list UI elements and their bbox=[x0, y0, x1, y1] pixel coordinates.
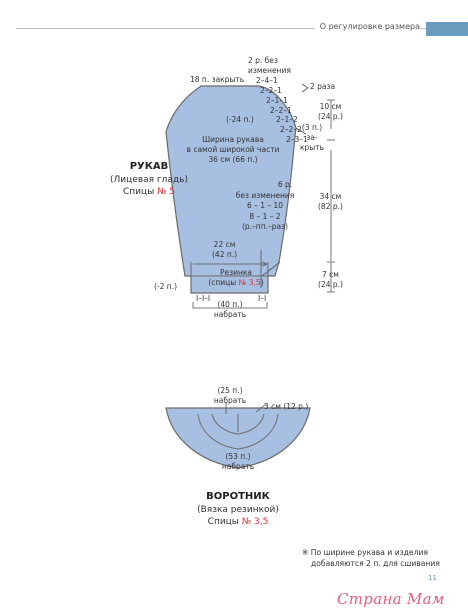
rib-height bbox=[318, 270, 343, 290]
width-caption-1: Ширина рукава bbox=[202, 135, 264, 144]
rib-pattern-right: I–I bbox=[258, 294, 267, 303]
collar-title: ВОРОТНИК bbox=[206, 491, 270, 502]
collar-inner-sts: (25 п.) bbox=[217, 386, 243, 395]
page-number: 11 bbox=[428, 574, 437, 582]
rib-label-text: Резинка bbox=[219, 268, 253, 277]
cast-on-sts: (40 п.) bbox=[217, 300, 243, 309]
sleeve-title-block bbox=[98, 160, 200, 198]
rib-decrease: (-2 п.) bbox=[154, 282, 178, 291]
width-caption-3: 36 см (66 п.) bbox=[208, 155, 258, 164]
footnote-text-1: По ширине рукава и изделия bbox=[310, 548, 428, 557]
cap-bind-off bbox=[300, 123, 324, 153]
sleeve-title: РУКАВ bbox=[129, 161, 169, 172]
cap-step-0: 2 р. без изменения bbox=[248, 56, 291, 75]
footnote bbox=[302, 548, 440, 569]
cap-decrease-label: (-24 п.) bbox=[226, 115, 254, 124]
inc-line-1: 6 – 1 – 10 bbox=[246, 201, 284, 210]
collar-outer-sts: (53 п.) bbox=[225, 452, 251, 461]
collar-inner bbox=[210, 386, 250, 406]
lower-width bbox=[212, 240, 237, 260]
body-height bbox=[318, 192, 343, 212]
top-bind-off: 18 п. закрыть bbox=[190, 75, 245, 84]
rib-height-cm: 7 см bbox=[322, 270, 339, 279]
sleeve-width-caption bbox=[178, 135, 288, 165]
rib-height-rows: (24 р.) bbox=[318, 280, 343, 289]
cap-bind-off-sts: (3 п.) bbox=[301, 123, 323, 132]
collar-outer-word: набрать bbox=[221, 462, 255, 471]
increase-instructions bbox=[210, 180, 320, 233]
repeat-label: 2 раза bbox=[310, 82, 336, 91]
footnote-text-2: добавляются 2 п. для сшивания bbox=[311, 558, 440, 568]
sleeve-needles-value: № 5 bbox=[157, 186, 176, 197]
inc-rows-1: 6 р. bbox=[277, 180, 293, 189]
collar-subtitle: (Вязка резинкой) bbox=[197, 504, 279, 515]
cap-step-4: 2–2–1 bbox=[270, 105, 292, 115]
cap-step-7: 2–3–1 bbox=[286, 135, 308, 145]
footnote-symbol: ※ bbox=[302, 548, 309, 557]
cast-on-word: набрать bbox=[213, 310, 247, 319]
cap-height-cm: 10 см bbox=[319, 102, 342, 111]
watermark-logo: Страна Мам bbox=[337, 590, 445, 608]
cap-step-2: 2–2–1 bbox=[260, 85, 282, 95]
body-height-cm: 34 см bbox=[319, 192, 342, 201]
sleeve-needles-prefix: Спицы bbox=[122, 186, 155, 197]
cap-step-6: 2–2–2 bbox=[280, 125, 302, 135]
collar-title-block bbox=[188, 490, 288, 528]
collar-height: 3 см (12 р.) bbox=[264, 402, 309, 411]
cap-step-5: 2–1–2 bbox=[276, 115, 298, 125]
rib-label bbox=[196, 268, 276, 288]
collar-needles-prefix: Спицы bbox=[207, 516, 239, 527]
rib-needles bbox=[196, 278, 276, 288]
collar-needles-value: № 3,5 bbox=[241, 516, 269, 527]
rib-needles-suffix: ) bbox=[260, 278, 264, 287]
footnote-line-1 bbox=[302, 548, 440, 559]
sleeve-subtitle: (Лицевая гладь) bbox=[110, 174, 188, 185]
cap-height-rows: (24 р.) bbox=[318, 112, 343, 121]
collar-outer bbox=[218, 452, 258, 472]
sleeve-needles bbox=[98, 186, 200, 198]
inc-rows-2: без изменения bbox=[235, 190, 295, 200]
collar-inner-word: набрать bbox=[213, 396, 247, 405]
header-title: О регулировке размера bbox=[314, 22, 420, 31]
cap-bind-off-word: за- крыть bbox=[300, 133, 325, 152]
rib-needles-value: № 3,5 bbox=[238, 278, 261, 287]
width-caption-2: в самой широкой части bbox=[186, 145, 280, 154]
lower-width-cm: 22 см bbox=[213, 240, 236, 249]
body-height-rows: (82 р.) bbox=[318, 202, 343, 211]
cap-step-3: 2–1–1 bbox=[266, 95, 288, 105]
rib-needles-prefix: (спицы bbox=[208, 278, 237, 287]
cast-on bbox=[210, 300, 250, 320]
cap-step-1: 2–4–1 bbox=[256, 75, 278, 85]
inc-line-2: 8 – 1 – 2 bbox=[249, 211, 281, 221]
collar-needles bbox=[188, 516, 288, 528]
inc-line-3: (р.–пп.–раз) bbox=[241, 222, 289, 231]
rib-pattern-left: I–I–I bbox=[196, 294, 211, 303]
lower-width-sts: (42 п.) bbox=[212, 250, 238, 259]
cap-height bbox=[318, 102, 343, 122]
